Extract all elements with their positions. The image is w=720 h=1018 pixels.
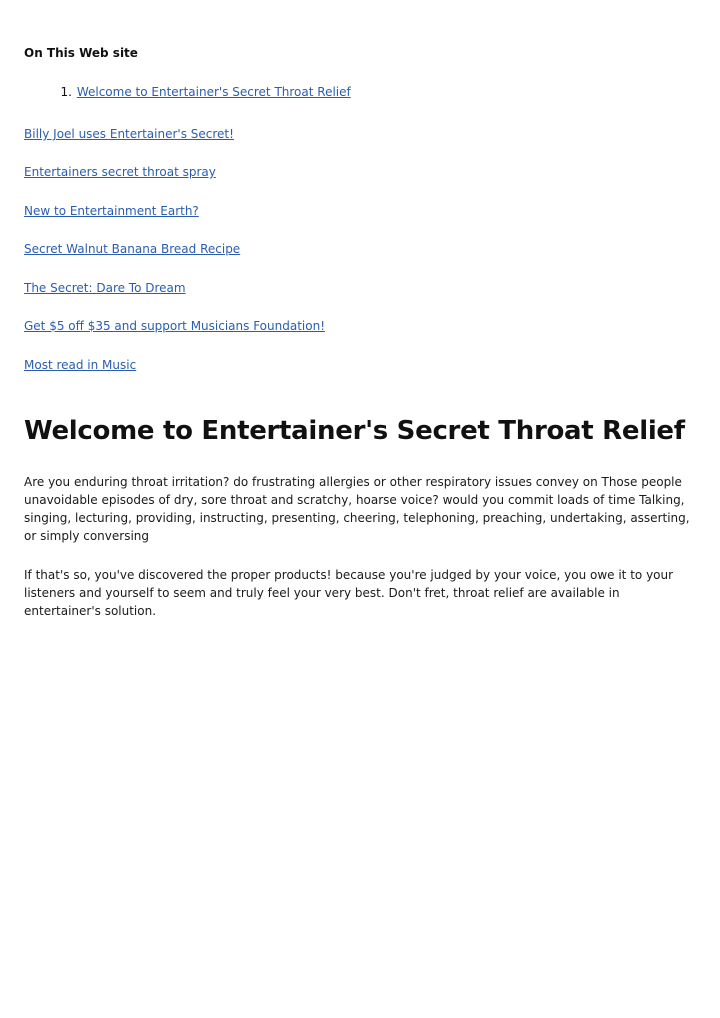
link-row [24, 354, 136, 373]
article-paragraph: Are you enduring throat irritation? do frustrating allergies or other respiratory issues convey on Those people unavoidable episodes of dry, sore throat and scratchy, hoarse voice? would you commit loads of time Talking, singing, lecturing, providing, instructing, presenting, cheering, telephoning, preaching, undertaking, asserting, or simply conversing [24, 475, 690, 543]
link-musicians-foundation[interactable]: Get $5 off $35 and support Musicians Foundation! [24, 319, 326, 333]
link-row [24, 161, 216, 180]
link-row [24, 277, 186, 296]
link-banana-bread[interactable]: Secret Walnut Banana Bread Recipe [24, 242, 241, 256]
toc-item [24, 85, 351, 99]
article-paragraph: If that's so, you've discovered the proper products! because you're judged by your voice, you owe it to your listeners and yourself to seem and truly feel your very best. Don't fret, throat relief are available in entertainer's solution. [24, 568, 674, 618]
link-billy-joel[interactable]: Billy Joel uses Entertainer's Secret! [24, 127, 234, 141]
link-dare-to-dream[interactable]: The Secret: Dare To Dream [24, 281, 186, 295]
link-throat-spray[interactable]: Entertainers secret throat spray [24, 165, 216, 179]
link-most-read-music[interactable]: Most read in Music [24, 358, 137, 372]
link-entertainment-earth[interactable]: New to Entertainment Earth? [24, 204, 199, 218]
table-of-contents [24, 85, 351, 99]
link-row [24, 200, 199, 219]
section-heading: On This Web site [24, 46, 138, 60]
article-title: Welcome to Entertainer's Secret Throat Relief [24, 416, 685, 446]
link-row [24, 238, 240, 257]
link-row [24, 315, 325, 334]
toc-item-number: 1. [60, 85, 72, 99]
link-row [24, 123, 234, 142]
toc-link-welcome[interactable]: Welcome to Entertainer's Secret Throat Relief [76, 85, 351, 99]
